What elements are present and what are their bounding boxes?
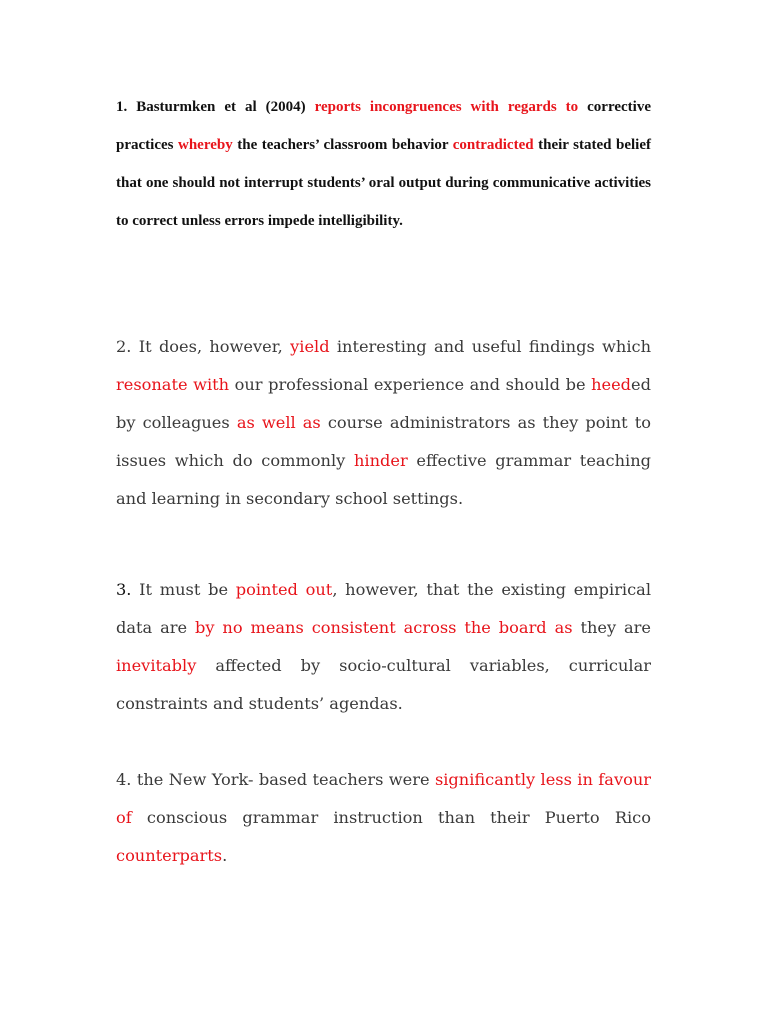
highlighted-phrase: reports incongruences with regards to [314,99,579,115]
text-segment: It must be [131,580,236,599]
text-segment: ed by colleagues [116,375,651,432]
text-segment: our professional experience and should be [229,375,592,394]
paragraph-2 [116,328,651,518]
highlighted-phrase: whereby [178,137,233,153]
highlighted-phrase: by no means consistent across the board as [194,618,573,637]
paragraph-number: 1. [116,99,128,115]
highlighted-phrase: as well as [236,413,321,432]
text-segment: , however, that the existing empirical data are [116,580,652,637]
text-segment: Basturmken et al (2004) [127,99,315,115]
text-segment: affected by socio-cultural variables, curricular constraints and students’ agendas. [116,656,651,713]
text-segment: their stated belief that one should not interrupt students’ oral output during communicative activities to correct unless errors impede intelligibility. [116,137,651,229]
paragraph-3 [116,571,651,723]
highlighted-phrase: yield [290,337,330,356]
highlighted-phrase: inevitably [116,656,197,675]
text-segment: interesting and useful findings which [329,337,651,356]
paragraph-1 [116,88,651,240]
paragraph-number: 3. [116,580,132,599]
text-segment: the New York- based teachers were [131,770,435,789]
highlighted-phrase: contradicted [452,137,534,153]
text-segment: they are [572,618,651,637]
text-segment: course administrators as they point to issues which do commonly [116,413,651,470]
text-segment: It does, however, [131,337,291,356]
paragraph-number: 2. [116,337,132,356]
highlighted-phrase: significantly less in favour of [116,770,651,827]
text-segment: corrective practices [116,99,651,153]
highlighted-phrase: pointed out [235,580,333,599]
paragraph-4 [116,761,651,875]
highlighted-phrase: resonate with [116,375,230,394]
text-segment: the teachers’ classroom behavior [232,137,453,153]
highlighted-phrase: hinder [354,451,408,470]
text-segment: conscious grammar instruction than their Puerto Rico [131,808,651,827]
text-segment: effective grammar teaching and learning in secondary school settings. [116,451,652,508]
highlighted-phrase: heed [591,375,632,394]
text-segment: . [222,846,228,865]
paragraph-number: 4. [116,770,132,789]
highlighted-phrase: counterparts [116,846,223,865]
